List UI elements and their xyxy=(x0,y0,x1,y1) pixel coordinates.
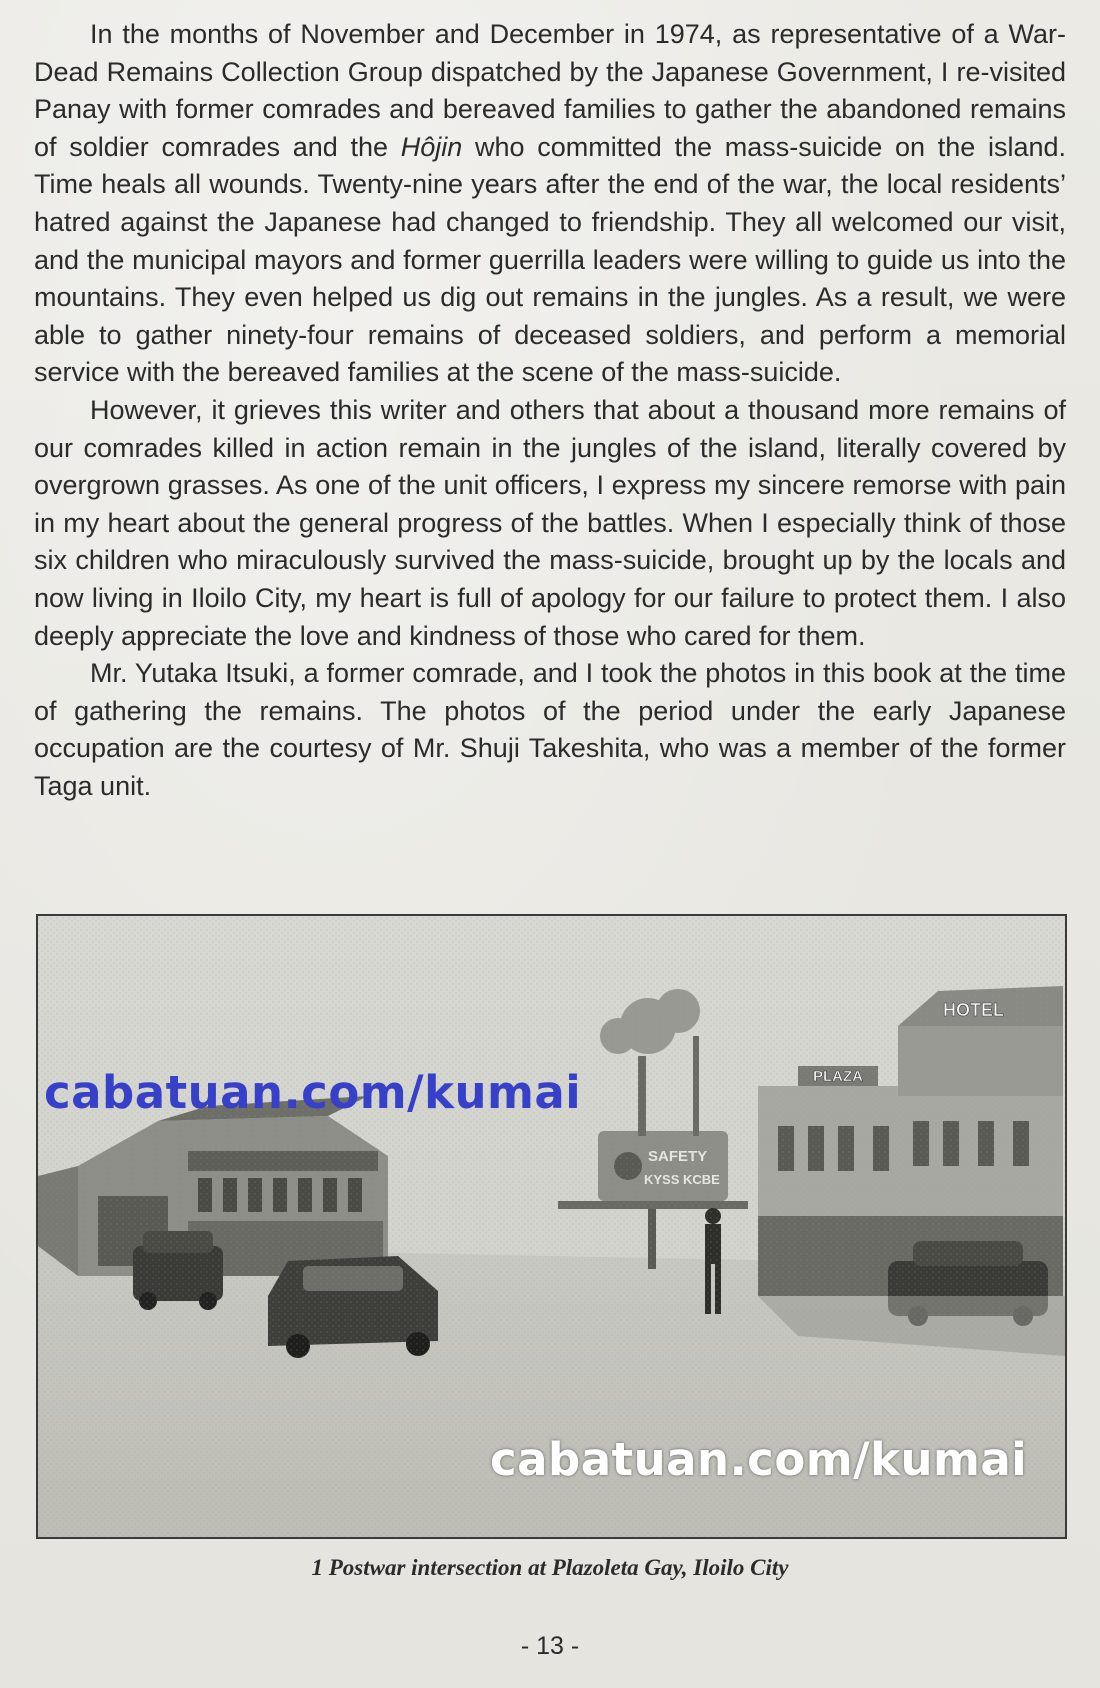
paragraph-1-end: who committed the mass-suicide on the island. Time heals all wounds. Twenty-nine years after the end of the war, the local residents’ hatred against the Japanese had changed to friendship. They all welcomed our visit, and the municipal mayors and former guerrilla leaders were willing to guide us into the mountains. They even helped us dig out remains in the jungles. As a result, we were able to gather ninety-four remains of deceased soldiers, and perform a memorial service with the bereaved families at the scene of the mass-suicide. xyxy=(34,131,1066,388)
paragraph-3: Mr. Yutaka Itsuki, a former comrade, and I took the photos in this book at the time of gathering the remains. The photos of the period under the early Japanese occupation are the courtesy of Mr. Shuji Takeshita, who was a member of the former Taga unit. xyxy=(34,658,1066,801)
photo-caption: 1 Postwar intersection at Plazoleta Gay, Iloilo City xyxy=(311,1555,789,1580)
body-text xyxy=(34,16,1066,805)
paragraph-1-start: In the months of November and December in 1974, as representative of a War-Dead Remains Collection Group dispatched by the Japanese Government, I re-visited Panay with former comrades and bereaved families to gather the abandoned remains of soldier comrades and the xyxy=(34,19,1066,162)
page-number: - 13 - xyxy=(520,1632,580,1660)
hojin-term: Hôjin xyxy=(400,131,463,162)
paragraph-2: However, it grieves this writer and others that about a thousand more remains of our comrades killed in action remain in the jungles of the island, literally covered by overgrown grasses. As one of the unit officers, I express my sincere remorse with pain in my heart about the general progress of the battles. When I especially think of those six children who miraculously survived the mass-suicide, brought up by the locals and now living in Iloilo City, my heart is full of apology for our failure to protect them. I also deeply appreciate the love and kindness of those who cared for them. xyxy=(34,394,1066,651)
watermark-top: cabatuan.com/kumai xyxy=(44,1066,582,1119)
paragraph-1 xyxy=(34,16,1066,392)
watermark-bottom: cabatuan.com/kumai xyxy=(490,1433,1028,1486)
